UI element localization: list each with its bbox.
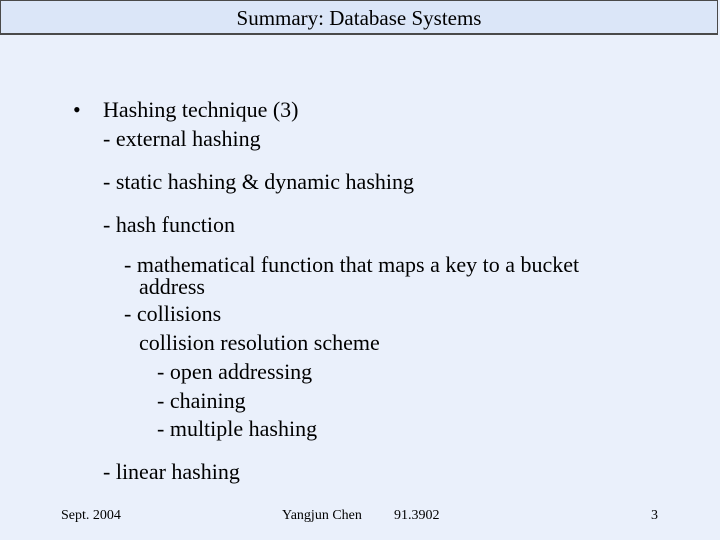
list-item: - external hashing [103,126,261,151]
list-item: - multiple hashing [157,416,318,441]
list-item: - linear hashing [103,459,240,484]
list-item: - collisions [124,301,222,326]
bullet-dot-icon: • [73,97,81,122]
list-item: - mathematical function that maps a key to a bucket [124,252,580,277]
list-item: - chaining [157,388,246,413]
footer-course: 91.3902 [394,508,440,523]
list-item: - static hashing & dynamic hashing [103,169,414,194]
list-item: - hash function [103,212,235,237]
slide-heading: Hashing technique (3) [103,97,299,122]
slide-title-bar [0,0,718,35]
list-item: address [139,274,205,299]
list-item: collision resolution scheme [139,330,380,355]
footer-author: Yangjun Chen [282,508,362,523]
slide-title: Summary: Database Systems [236,6,482,30]
footer-page-number: 3 [651,508,658,523]
list-item: - open addressing [157,359,313,384]
footer-date: Sept. 2004 [61,508,121,523]
